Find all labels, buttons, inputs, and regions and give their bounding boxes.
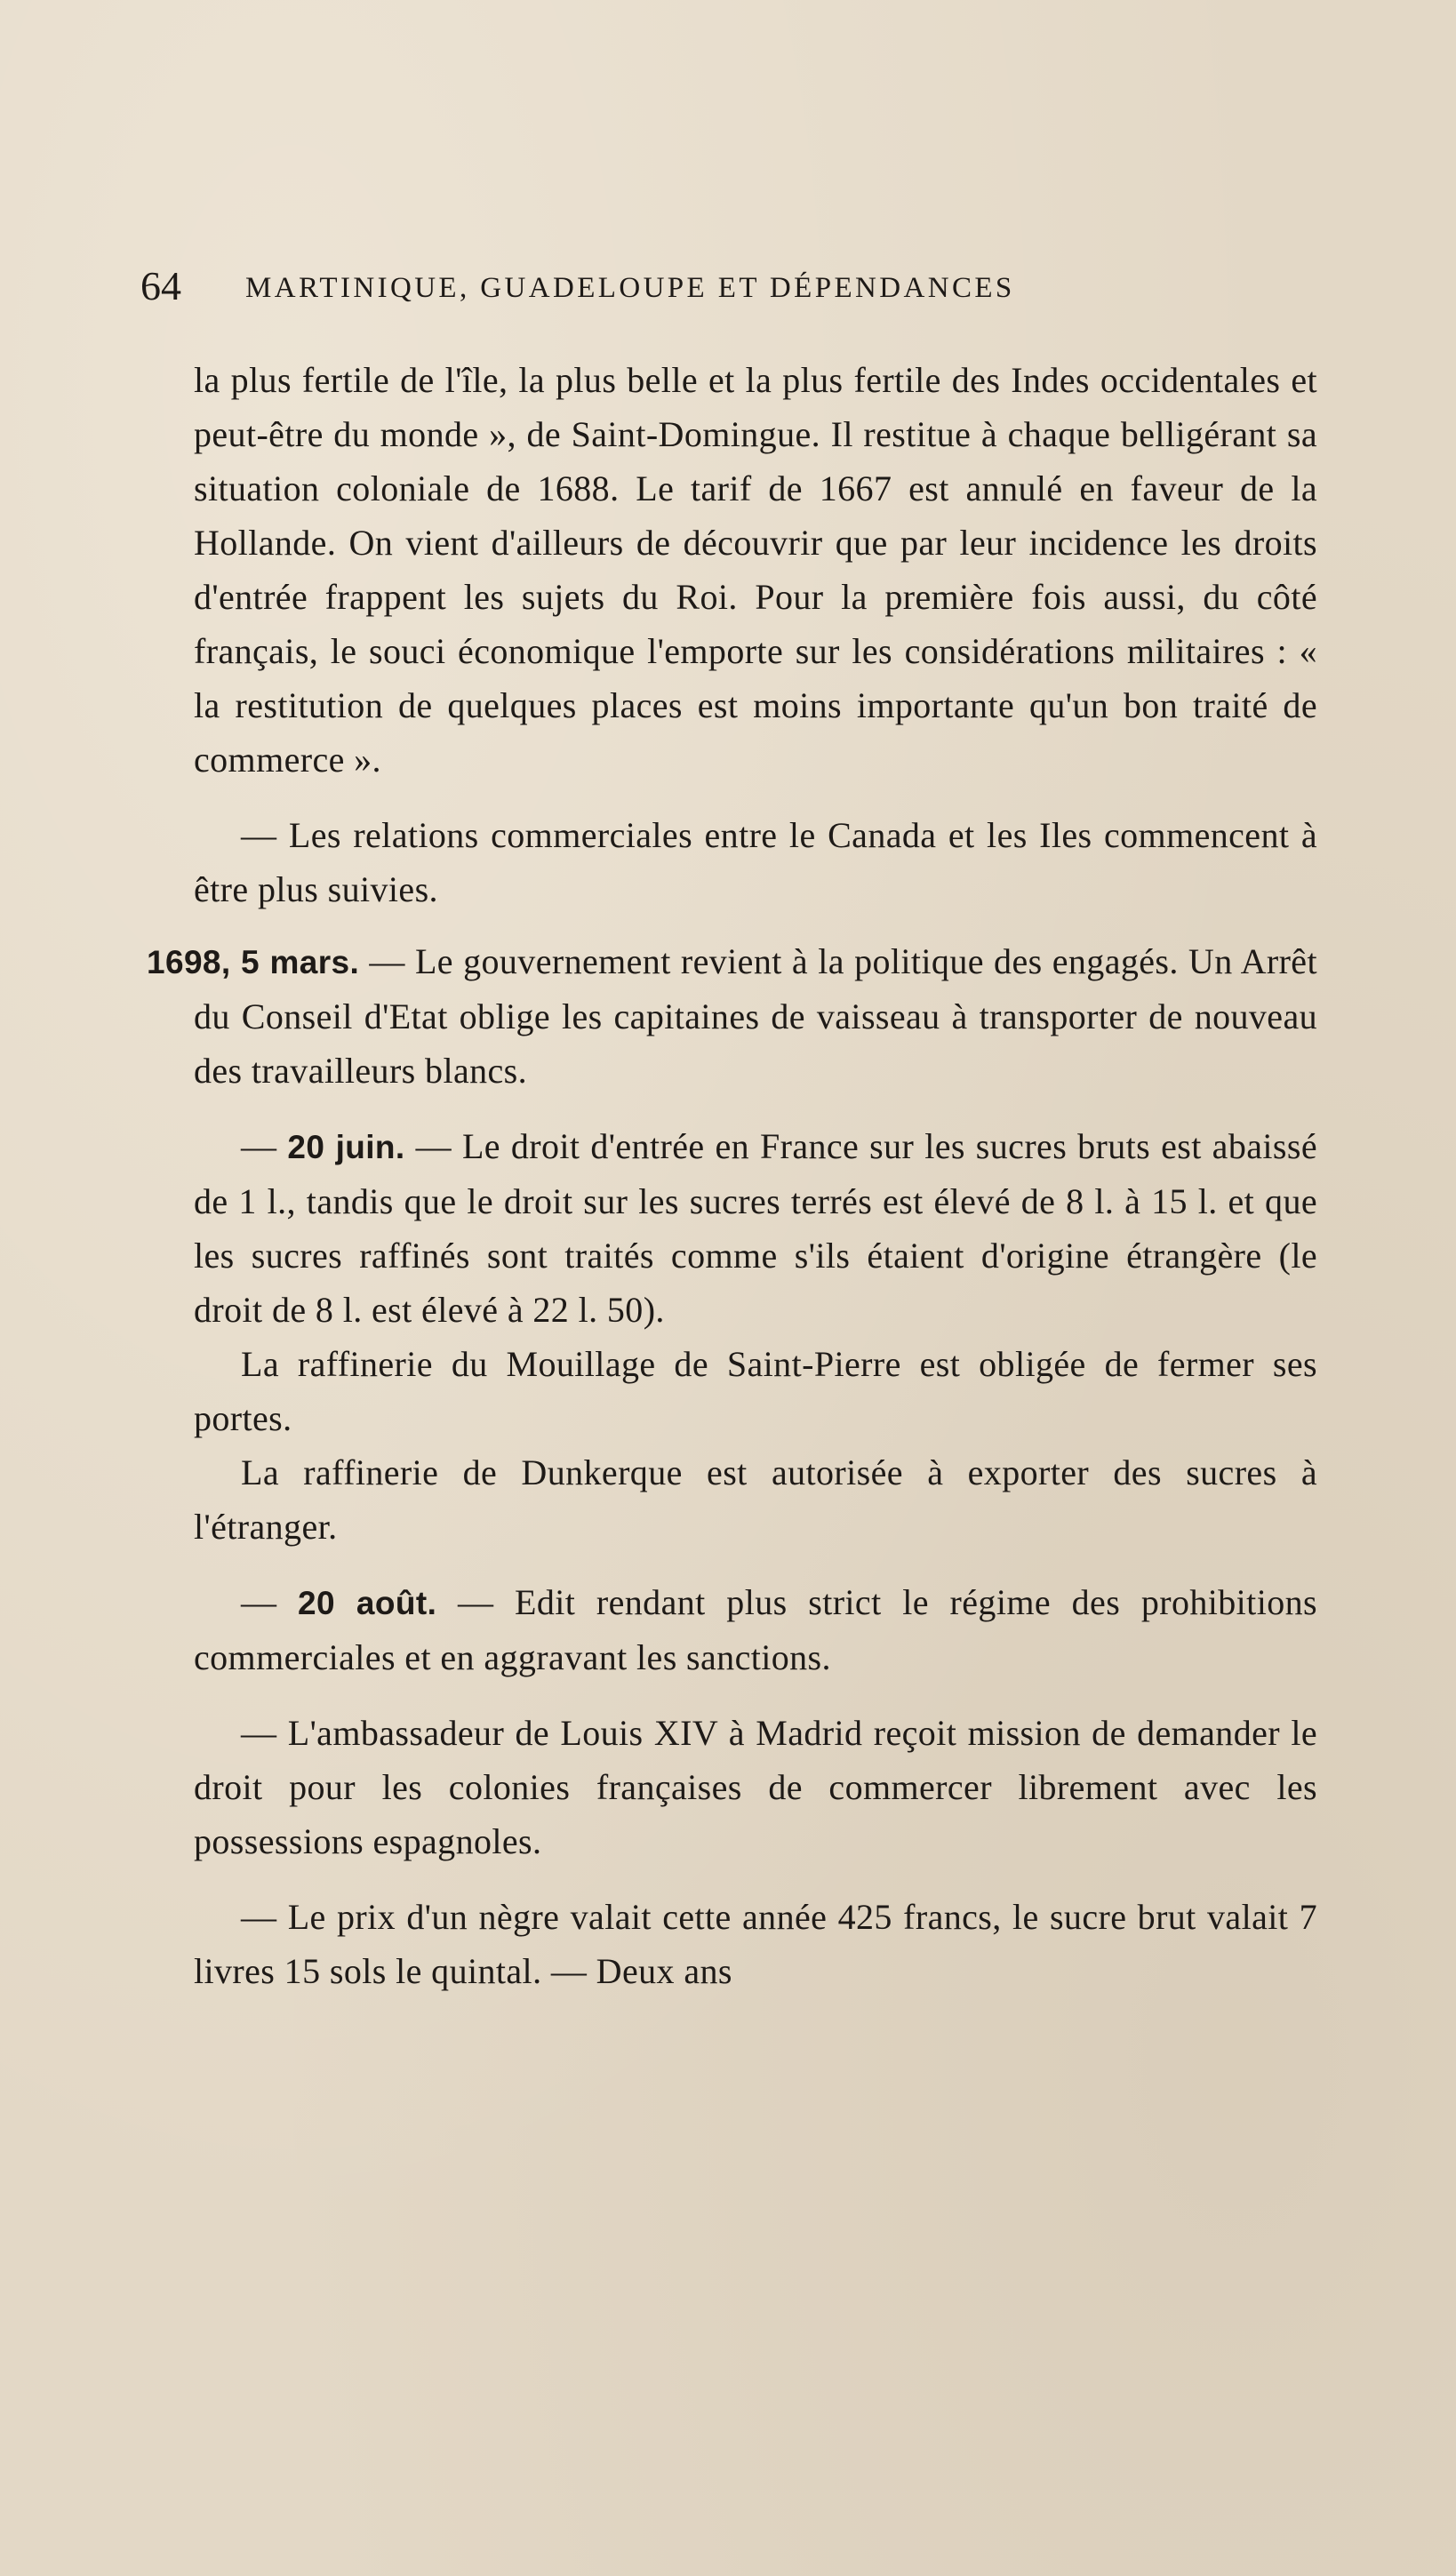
paragraph-text: La raffinerie de Dunkerque est autorisée à exporter des sucres à l'étranger. [194,1452,1317,1547]
entry-dash: — [241,1582,299,1622]
paragraph-prix-negre [194,1890,1317,1998]
running-title: MARTINIQUE, GUADELOUPE ET DÉPENDANCES [245,272,1015,304]
entry-text: — Le gouvernement revient à la politique des engagés. Un Arrêt du Conseil d'Etat oblige les capitaines de vaisseau à transporter de nouveau des travailleurs blancs. [194,941,1317,1091]
paragraph-raffinerie-mouillage [194,1337,1317,1445]
entry-date: 1698, 5 mars. [147,944,360,980]
entry-date: 20 août. [298,1585,437,1621]
paragraph-text: — L'ambassadeur de Louis XIV à Madrid reçoit mission de demander le droit pour les colonies françaises de commercer librement avec les possessions espagnoles. [194,1713,1317,1861]
paragraph-ambassadeur [194,1706,1317,1868]
paragraph-text: La raffinerie du Mouillage de Saint-Pierre est obligée de fermer ses portes. [194,1344,1317,1438]
paragraph-canada [194,808,1317,916]
entry-date: 20 juin. [287,1129,405,1165]
paragraph-text: — Les relations commerciales entre le Canada et les Iles commencent à être plus suivies. [194,815,1317,909]
entry-text: — Edit rendant plus strict le régime des prohibitions commerciales et en aggravant les sanctions. [194,1582,1317,1677]
entry-text: — Le droit d'entrée en France sur les sucres bruts est abaissé de 1 l., tandis que le droit sur les sucres terrés est élevé de 8 l. à 15 l. et que les sucres raffinés sont traités comme s'ils étaient d'origine étrangère (le droit de 8 l. est élevé à 22 l. 50). [194,1126,1317,1330]
entry-20-juin [194,1119,1317,1337]
paragraph-text: la plus fertile de l'île, la plus belle et la plus fertile des Indes occidentales et peut-être du monde », de Saint-Domingue. Il restitue à chaque belligérant sa situation coloniale de 1688. Le tarif de 1667 est annulé en faveur de la Hollande. On vient d'ailleurs de découvrir que par leur incidence les droits d'entrée frappent les sujets du Roi. Pour la première fois aussi, du côté français, le souci économique l'emporte sur les considérations militaires : « la restitution de quelques places est moins importante qu'un bon traité de commerce ». [194,360,1317,780]
entry-1698-5-mars [147,934,1317,1098]
paragraph-continuation [194,353,1317,787]
entry-dash: — [241,1126,288,1166]
paragraph-raffinerie-dunkerque [194,1445,1317,1554]
body-text [147,353,1317,1998]
entry-20-aout [194,1575,1317,1684]
page-number: 64 [140,263,181,308]
paragraph-text: — Le prix d'un nègre valait cette année 425 francs, le sucre brut valait 7 livres 15 sols le quintal. — Deux ans [194,1897,1317,1991]
page-header [140,260,1323,313]
